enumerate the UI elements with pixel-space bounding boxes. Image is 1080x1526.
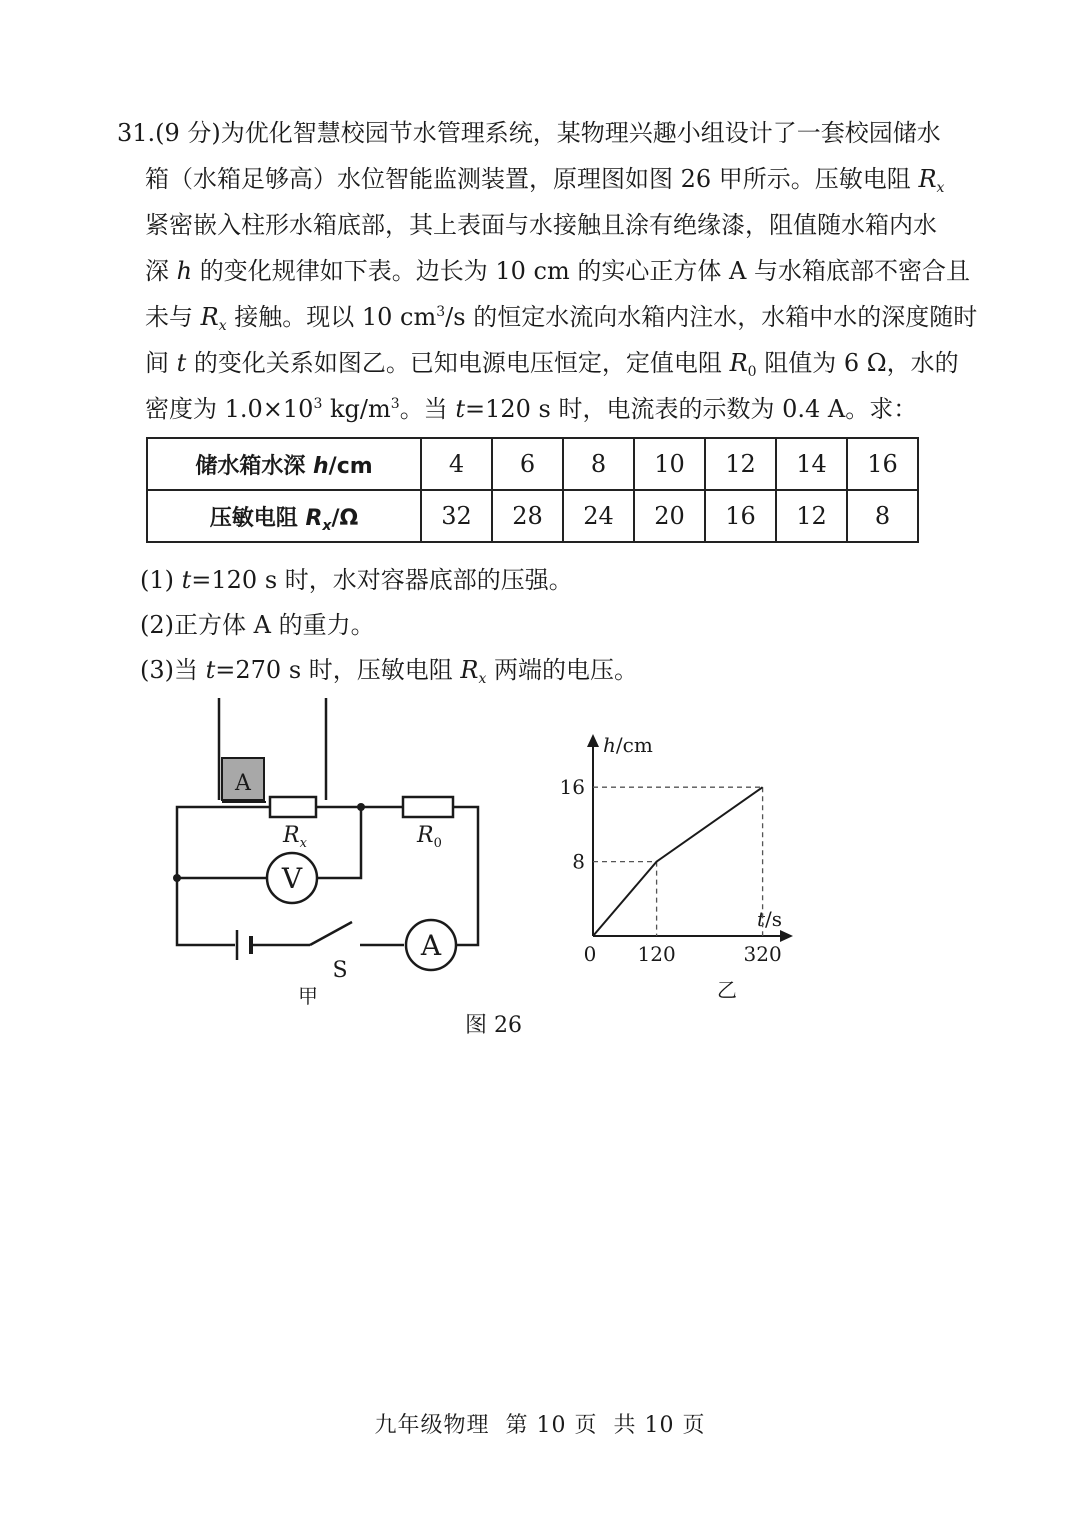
table-cell: 16 (847, 438, 918, 490)
graph-caption: 乙 (717, 978, 737, 1002)
resistance-table (146, 437, 919, 543)
sub-question-2: (2)正方体 A 的重力。 (140, 611, 375, 639)
table-header-depth: 储水箱水深 h/cm (147, 438, 421, 490)
resistor-rx (270, 797, 316, 817)
x-axis-arrow (780, 930, 793, 942)
depth-time-graph (555, 720, 815, 1010)
question-line-7: 密度为 $1.0\times 10^3$ $kg/m^3$。当 t=120 s 时，电流表的示数为 0.4 A。求： (145, 395, 918, 423)
circuit-caption: 甲 (298, 984, 318, 1008)
voltmeter-label: V (281, 862, 303, 895)
table-cell: 10 (634, 438, 705, 490)
sub-question-1: (1) t=120 s 时，水对容器底部的压强。 (140, 566, 573, 594)
question-line-3: 紧密嵌入柱形水箱底部，其上表面与水接触且涂有绝缘漆，阻值随水箱内水 (145, 211, 937, 239)
table-cell: 8 (847, 490, 918, 542)
sub-question-3: (3)当 t=270 s 时，压敏电阻 $R_x$ 两端的电压。 (140, 656, 639, 687)
wire-voltmeter-right (318, 807, 361, 878)
table-cell: 8 (563, 438, 634, 490)
question-line-5: 未与 $R_x$ 接触。现以 10 $cm^3/s$ 的恒定水流向水箱内注水，水箱中水的深度随时 (145, 303, 978, 334)
figure-caption: 图 26 (465, 1013, 522, 1038)
question-line-2: 箱（水箱足够高）水位智能监测装置，原理图如图 26 甲所示。压敏电阻 $R_x$ (145, 165, 945, 196)
y-tick-label: 8 (572, 849, 585, 874)
resistor-r0 (403, 797, 453, 817)
x-tick-label: 320 (743, 942, 782, 966)
ammeter-label: A (420, 929, 442, 962)
y-tick-label: 16 (559, 775, 585, 800)
block-a-label: A (235, 771, 251, 796)
junction-dot (357, 803, 365, 811)
table-cell: 4 (421, 438, 492, 490)
resistor-rx-label: $R_x$ (283, 823, 307, 851)
table-cell: 14 (776, 438, 847, 490)
table-cell: 28 (492, 490, 563, 542)
x-tick-label: 0 (583, 942, 597, 966)
x-tick-label: 120 (637, 942, 676, 966)
table-cell: 12 (705, 438, 776, 490)
junction-dot (173, 874, 181, 882)
switch (310, 922, 352, 945)
question-line-4: 深 h 的变化规律如下表。边长为 10 cm 的实心正方体 A 与水箱底部不密合且 (145, 257, 970, 285)
series-line (593, 787, 763, 936)
question-line-6: 间 t 的变化关系如图乙。已知电源电压恒定，定值电阻 $R_0$ 阻值为 6 Ω，水的 (145, 349, 959, 380)
resistor-r0-label: $R_0$ (417, 823, 442, 851)
switch-label: S (332, 958, 348, 983)
table-cell: 6 (492, 438, 563, 490)
table-row-depth (147, 438, 918, 490)
table-header-resistance: 压敏电阻 $R_x/\Omega$ (147, 490, 421, 542)
y-axis-label: h/cm (603, 733, 653, 757)
circuit-diagram (160, 690, 500, 1010)
x-axis-label: t/s (757, 907, 783, 931)
wire-left-bottom (177, 876, 235, 945)
wire-left-top (177, 807, 270, 880)
table-cell: 20 (634, 490, 705, 542)
table-cell: 12 (776, 490, 847, 542)
table-cell: 24 (563, 490, 634, 542)
y-axis-arrow (587, 734, 599, 747)
table-row-resistance (147, 490, 918, 542)
question-line-1: 31.(9 分)为优化智慧校园节水管理系统，某物理兴趣小组设计了一套校园储水 (117, 119, 941, 147)
page-footer: 九年级物理 第 10 页 共 10 页 (374, 1413, 706, 1438)
table-cell: 16 (705, 490, 776, 542)
table-cell: 32 (421, 490, 492, 542)
